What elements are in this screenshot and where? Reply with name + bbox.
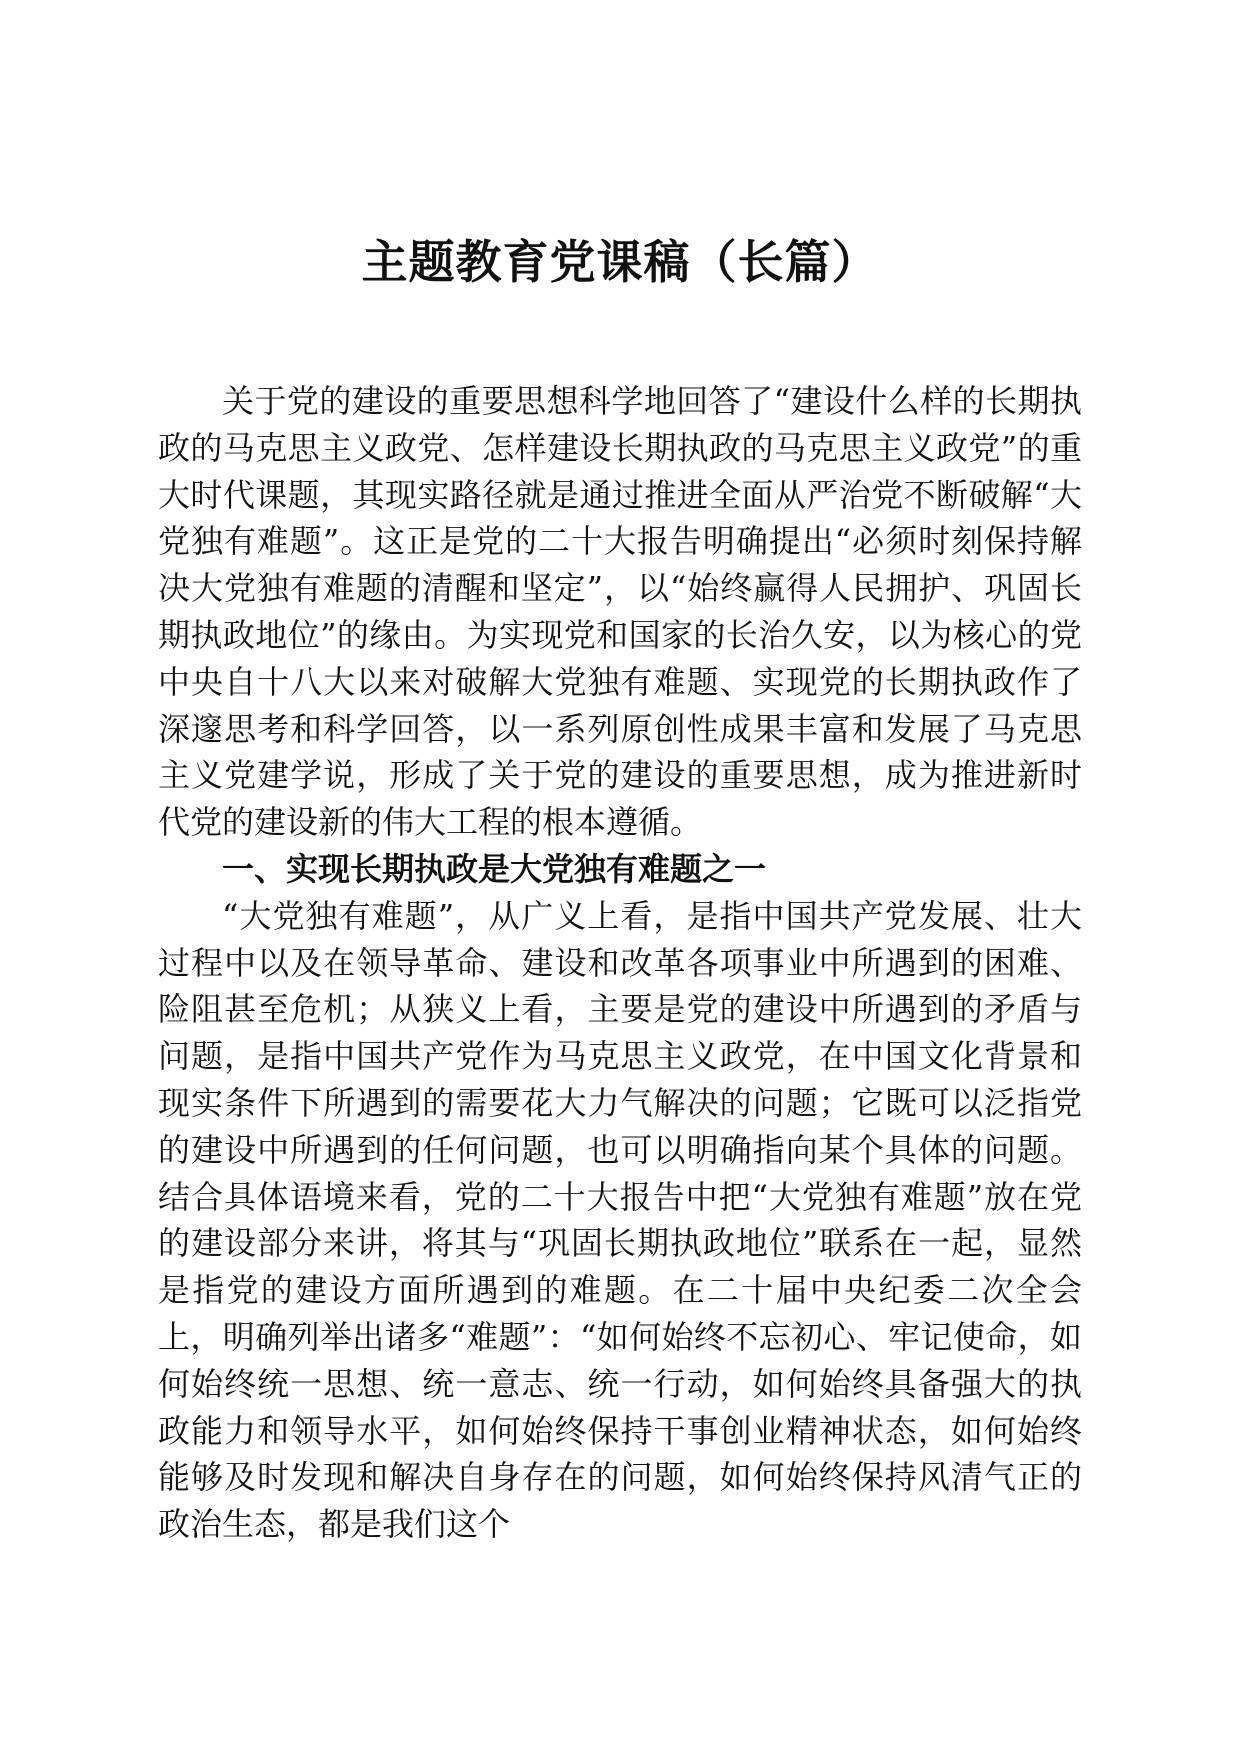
document-body bbox=[158, 378, 1082, 1548]
document-title: 主题教育党课稿（长篇） bbox=[361, 235, 879, 289]
paragraph-section-1: “大党独有难题”，从广义上看，是指中国共产党发展、壮大过程中以及在领导革命、建设和改革各项事业中所遇到的困难、险阻甚至危机；从狭义上看，主要是党的建设中所遇到的矛盾与问题，是指中国共产党作为马克思主义政党，在中国文化背景和现实条件下所遇到的需要花大力气解决的问题；它既可以泛指党的建设中所遇到的任何问题，也可以明确指向某个具体的问题。结合具体语境来看，党的二十大报告中把“大党独有难题”放在党的建设部分来讲，将其与“巩固长期执政地位”联系在一起，显然是指党的建设方面所遇到的难题。在二十届中央纪委二次全会上，明确列举出诸多“难题”：“如何始终不忘初心、牢记使命，如何始终统一思想、统一意志、统一行动，如何始终具备强大的执政能力和领导水平，如何始终保持干事创业精神状态，如何始终能够及时发现和解决自身存在的问题，如何始终保持风清气正的政治生态，都是我们这个 bbox=[158, 896, 1082, 1544]
paragraph-intro: 关于党的建设的重要思想科学地回答了“建设什么样的长期执政的马克思主义政党、怎样建设长期执政的马克思主义政党”的重大时代课题，其现实路径就是通过推进全面从严治党不断破解“大党独有难题”。这正是党的二十大报告明确提出“必须时刻保持解决大党独有难题的清醒和坚定”，以“始终赢得人民拥护、巩固长期执政地位”的缘由。为实现党和国家的长治久安，以为核心的党中央自十八大以来对破解大党独有难题、实现党的长期执政作了深邃思考和科学回答，以一系列原创性成果丰富和发展了马克思主义党建学说，形成了关于党的建设的重要思想，成为推进新时代党的建设新的伟大工程的根本遵循。 bbox=[158, 382, 1082, 842]
section-heading: 一、实现长期执政是大党独有难题之一 bbox=[222, 849, 767, 888]
